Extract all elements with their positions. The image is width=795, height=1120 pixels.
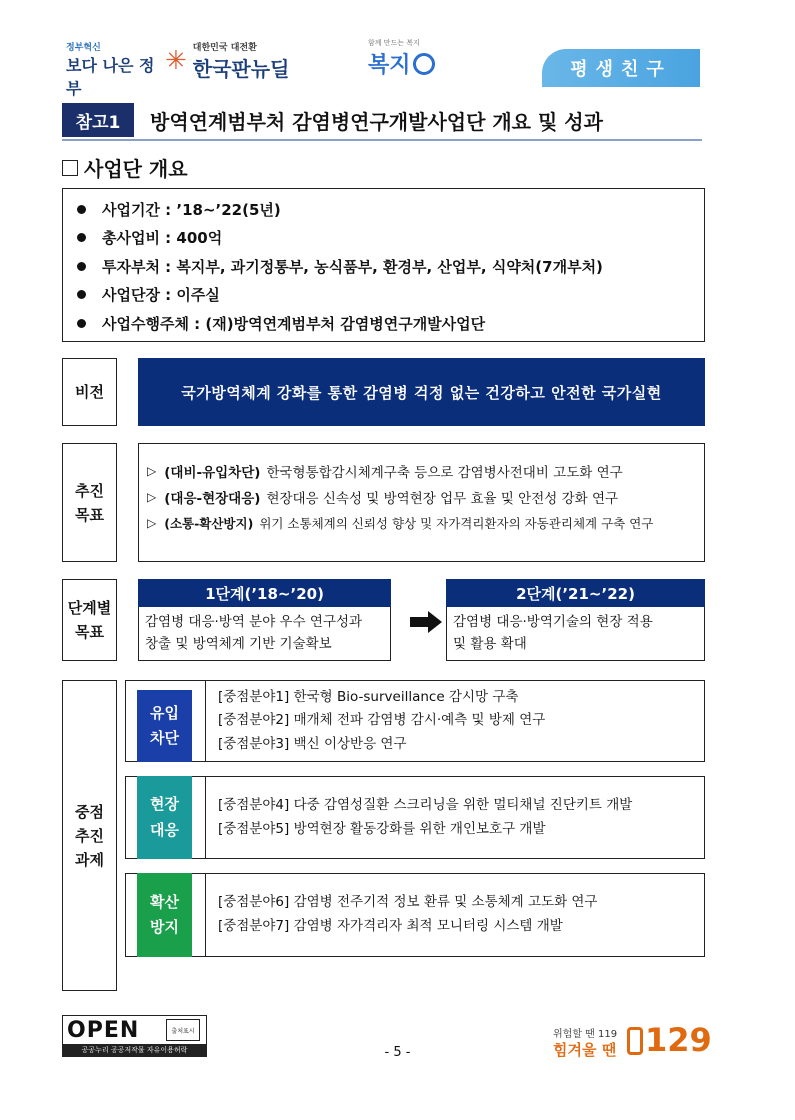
label-line: 단계별 xyxy=(67,599,112,617)
stage2-line: 및 활용 확대 xyxy=(453,636,527,653)
welfare-logo xyxy=(368,38,458,78)
category-line: 확산 xyxy=(150,892,179,911)
logo-small-text: 정부혁신 xyxy=(66,43,101,53)
stage2-title: 2단계(’21~’22) xyxy=(446,579,705,607)
asterisk-icon: ✳ xyxy=(165,46,187,76)
goal-text: 현장대응 신속성 및 방역현장 업무 효율 및 안전성 강화 연구 xyxy=(266,491,619,507)
logo-small-text: 함께 만드는 복지 xyxy=(368,39,420,47)
attribution-label: 출처표시 xyxy=(171,1027,195,1035)
overview-text: 사업수행주체 : (재)방역연계범부처 감염병연구개발사업단 xyxy=(102,314,486,333)
goals-label xyxy=(62,443,117,562)
goal-text: 한국형통합감시체계구축 등으로 감염병사전대비 고도화 연구 xyxy=(266,465,623,481)
goal-item xyxy=(147,510,696,536)
category-line: 현장 xyxy=(150,795,179,813)
triangle-right-icon: ▷ xyxy=(147,490,157,504)
label-line: 추진 xyxy=(75,826,104,845)
bullet-icon xyxy=(77,233,86,242)
triangle-right-icon: ▷ xyxy=(147,516,157,530)
checkbox-square-icon xyxy=(62,160,78,176)
task-item: [중점분야5] 방역현장 활동강화를 위한 개인보호구 개발 xyxy=(218,820,546,837)
core-tasks-label xyxy=(62,680,117,991)
category-line: 차단 xyxy=(150,729,179,747)
task-item: [중점분야7] 감염병 자가격리자 최적 모니터링 시스템 개발 xyxy=(218,918,563,934)
section-heading-text: 사업단 개요 xyxy=(84,157,188,181)
person-icon xyxy=(166,1019,200,1041)
logo-main-text: 보다 나은 정부 xyxy=(66,56,155,98)
task-item: [중점분야2] 매개체 전파 감염병 감시·예측 및 방제 연구 xyxy=(218,712,546,729)
stage1-card xyxy=(138,579,391,661)
open-license-caption: 공공누리 공공저작물 자유이용허락 xyxy=(63,1044,206,1056)
arrow-right-icon xyxy=(410,611,442,633)
task-item: [중점분야1] 한국형 Bio-surveillance 감시망 구축 xyxy=(218,688,519,705)
category-line: 대응 xyxy=(150,820,179,839)
goal-item xyxy=(147,458,696,484)
stage2-card xyxy=(446,579,705,661)
hotline-logo xyxy=(553,1013,712,1063)
section-heading xyxy=(62,153,188,182)
list-item xyxy=(73,309,694,338)
label-line: 과제 xyxy=(75,850,104,869)
category-badge xyxy=(137,776,192,859)
list-item xyxy=(73,281,694,310)
label-line: 중점 xyxy=(75,802,104,821)
phone-icon xyxy=(627,1027,643,1055)
vision-label: 비전 xyxy=(62,358,117,426)
list-item xyxy=(73,224,694,253)
category-line: 방지 xyxy=(150,918,179,936)
task-item: [중점분야6] 감염병 전주기적 정보 환류 및 소통체계 고도화 연구 xyxy=(218,894,598,911)
goal-key: (소통-확산방지) xyxy=(164,516,254,531)
stage1-line: 감염병 대응·방역 분야 우수 연구성과 xyxy=(145,614,363,630)
stage1-title: 1단계(’18~’20) xyxy=(138,579,391,607)
list-item xyxy=(73,195,694,224)
stages-label xyxy=(62,579,117,661)
stage2-line: 감염병 대응·방역기술의 현장 적용 xyxy=(453,614,653,630)
overview-text: 투자부처 : 복지부, 과기정통부, 농식품부, 환경부, 산업부, 식약처(7개부처) xyxy=(102,257,603,276)
bullet-icon xyxy=(77,319,86,328)
government-innovation-logo xyxy=(66,40,156,98)
bullet-icon xyxy=(77,262,86,271)
goal-item xyxy=(147,484,696,510)
task-list xyxy=(205,680,705,762)
label-line: 목표 xyxy=(75,623,104,641)
overview-box xyxy=(62,188,705,342)
hotline-main-text: 힘겨울 땐 xyxy=(553,1041,617,1059)
lifelong-friend-banner: 평생친구 xyxy=(542,49,700,87)
circle-icon xyxy=(413,53,435,75)
goals-box xyxy=(138,443,705,562)
open-word: OPEN xyxy=(67,1018,140,1043)
triangle-right-icon: ▷ xyxy=(147,464,157,478)
hotline-small-text: 위험할 땐 119 xyxy=(553,1029,618,1040)
stage1-line: 창출 및 방역체계 기반 기술확보 xyxy=(145,636,332,653)
category-line: 유입 xyxy=(150,703,179,722)
logo-main-text: 복지 xyxy=(368,53,411,78)
goal-key: (대응-현장대응) xyxy=(164,491,261,507)
overview-text: 총사업비 : 400억 xyxy=(102,229,223,248)
logo-small-text: 대한민국 대전환 xyxy=(192,43,257,53)
bullet-icon xyxy=(77,205,86,214)
logo-main-text: 한국판뉴딜 xyxy=(192,57,290,81)
stage1-body xyxy=(138,607,391,661)
reference-tag: 참고1 xyxy=(62,103,134,137)
overview-text: 사업기간 : ’18~’22(5년) xyxy=(102,200,281,219)
category-badge xyxy=(137,690,192,762)
category-badge xyxy=(137,873,192,957)
bullet-icon xyxy=(77,290,86,299)
page-title: 방역연계범부처 감염병연구개발사업단 개요 및 성과 xyxy=(150,109,603,134)
hotline-number: 129 xyxy=(645,1021,712,1059)
title-divider xyxy=(62,139,702,141)
korean-new-deal-logo xyxy=(165,40,315,80)
task-item: [중점분야4] 다중 감염성질환 스크리닝을 위한 멀티채널 진단키트 개발 xyxy=(218,796,633,813)
label-line: 목표 xyxy=(75,505,104,524)
overview-text: 사업단장 : 이주실 xyxy=(102,286,220,305)
list-item xyxy=(73,252,694,281)
goal-key: (대비-유입차단) xyxy=(164,465,261,481)
label-line: 추진 xyxy=(75,481,104,500)
task-list xyxy=(205,776,705,859)
page-number: - 5 - xyxy=(384,1045,411,1060)
task-list xyxy=(205,873,705,957)
vision-text: 국가방역체계 강화를 통한 감염병 걱정 없는 건강하고 안전한 국가실현 xyxy=(138,358,705,426)
goal-text: 위기 소통체계의 신뢰성 향상 및 자가격리환자의 자동관리체계 구축 연구 xyxy=(259,516,654,531)
task-item: [중점분야3] 백신 이상반응 연구 xyxy=(218,735,407,752)
stage2-body xyxy=(446,607,705,661)
